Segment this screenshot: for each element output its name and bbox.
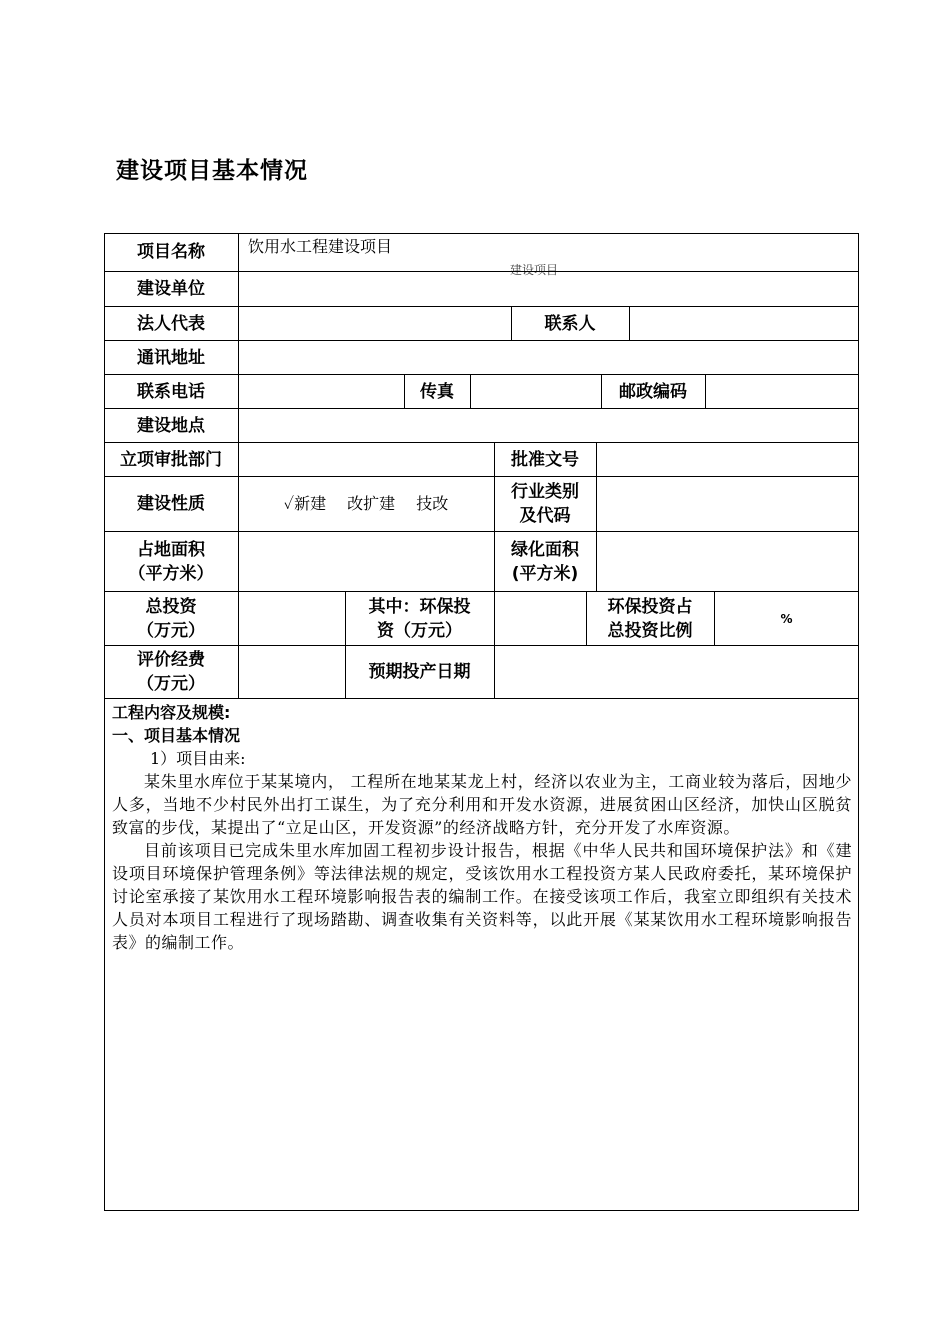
row-nature — [104, 476, 859, 531]
project-content — [112, 701, 852, 954]
project-name-value: 饮用水工程建设项目 — [248, 237, 393, 256]
contact-person-label: 联系人 — [544, 313, 596, 334]
postcode-label: 邮政编码 — [619, 381, 687, 402]
row-phone — [104, 374, 859, 408]
row-project-name — [104, 233, 859, 277]
env-ratio-label — [586, 592, 714, 645]
row-investment — [104, 591, 859, 645]
industry-label — [494, 477, 596, 531]
divider — [596, 477, 597, 531]
divider — [238, 409, 239, 442]
divider — [494, 592, 495, 645]
sub-heading: 1）项目由来: — [150, 749, 246, 768]
divider — [596, 532, 597, 591]
expected-date-label: 预期投产日期 — [368, 662, 471, 682]
env-ratio-label-line2: 总投资比例 — [607, 620, 693, 641]
approval-dept-label: 立项审批部门 — [120, 449, 222, 470]
area-label-line2: （平方米） — [128, 563, 214, 584]
builder-label: 建设单位 — [137, 279, 205, 299]
row-area — [104, 531, 859, 591]
row-location — [104, 408, 859, 442]
content-divider — [104, 698, 859, 699]
divider — [238, 272, 239, 306]
divider — [629, 307, 630, 340]
industry-label-line1: 行业类别 — [511, 482, 579, 502]
project-name-overlap-text: 建设项目 — [510, 263, 559, 277]
area-label — [104, 532, 238, 591]
approval-no-label: 批准文号 — [511, 449, 579, 470]
divider — [238, 532, 239, 591]
nature-value: ✓新建 改扩建 技改 — [283, 494, 449, 513]
row-address — [104, 340, 859, 374]
paragraph-2: 目前该项目已完成朱里水库加固工程初步设计报告，根据《中华人民共和国环境保护法》和《建设项目环境保护管理条例》等法律法规的规定，受该饮用水工程投资方某人民政府委托，某环境保护讨论室承接了某饮用水工程环境影响报告表的编制工作。在接受该项工作后，我室立即组织有关技术人员对本项目工程进行了现场踏勘、调查收集有关资料等，以此开展《某某饮用水工程环境影响报告表》的编制工作。 — [112, 841, 852, 952]
project-name-label: 项目名称 — [137, 242, 205, 262]
invest-label-line2: （万元） — [137, 620, 205, 641]
row-builder — [104, 271, 859, 306]
env-ratio-label-line1: 环保投资占 — [607, 596, 693, 617]
green-label-line2: (平方米) — [511, 563, 579, 584]
content-heading: 工程内容及规模: — [112, 703, 231, 722]
eval-fee-label-line2: （万元） — [137, 674, 205, 694]
eval-fee-label — [104, 646, 238, 698]
section-heading: 一、项目基本情况 — [112, 726, 241, 745]
row-approval — [104, 442, 859, 476]
fax-label: 传真 — [420, 381, 454, 402]
industry-label-line2: 及代码 — [519, 506, 571, 526]
divider — [238, 341, 239, 374]
divider — [238, 592, 239, 645]
invest-label — [104, 592, 238, 645]
page-title: 建设项目基本情况 — [116, 158, 308, 184]
divider — [238, 375, 239, 408]
divider — [494, 646, 495, 698]
paragraph-1: 某朱里水库位于某某境内， 工程所在地某某龙上村，经济以农业为主，工商业较为落后，因地少人多，当地不少村民外出打工谋生，为了充分利用和开发水资源，进展贫困山区经济，加快山区脱贫致富的步伐，某提出了“立足山区，开发资源”的经济战略方针，充分开发了水库资源。 — [112, 772, 852, 837]
row-eval-fee — [104, 645, 859, 698]
divider — [705, 375, 706, 408]
env-ratio-value: % — [780, 611, 793, 626]
divider — [238, 307, 239, 340]
env-invest-label — [345, 592, 494, 645]
invest-label-line1: 总投资 — [145, 596, 197, 617]
divider — [470, 375, 471, 408]
area-label-line1: 占地面积 — [137, 539, 205, 560]
divider — [596, 443, 597, 476]
env-invest-label-line1: 其中：环保投 — [368, 596, 471, 617]
legal-rep-label: 法人代表 — [137, 313, 205, 334]
eval-fee-label-line1: 评价经费 — [137, 650, 205, 670]
location-label: 建设地点 — [137, 415, 205, 436]
divider — [238, 646, 239, 698]
row-legal-rep — [104, 306, 859, 340]
address-label: 通讯地址 — [137, 347, 205, 368]
nature-label: 建设性质 — [137, 494, 205, 514]
green-label — [494, 532, 596, 591]
phone-label: 联系电话 — [137, 381, 205, 402]
green-label-line1: 绿化面积 — [511, 539, 579, 560]
divider — [238, 443, 239, 476]
env-invest-label-line2: 资（万元） — [377, 620, 462, 641]
